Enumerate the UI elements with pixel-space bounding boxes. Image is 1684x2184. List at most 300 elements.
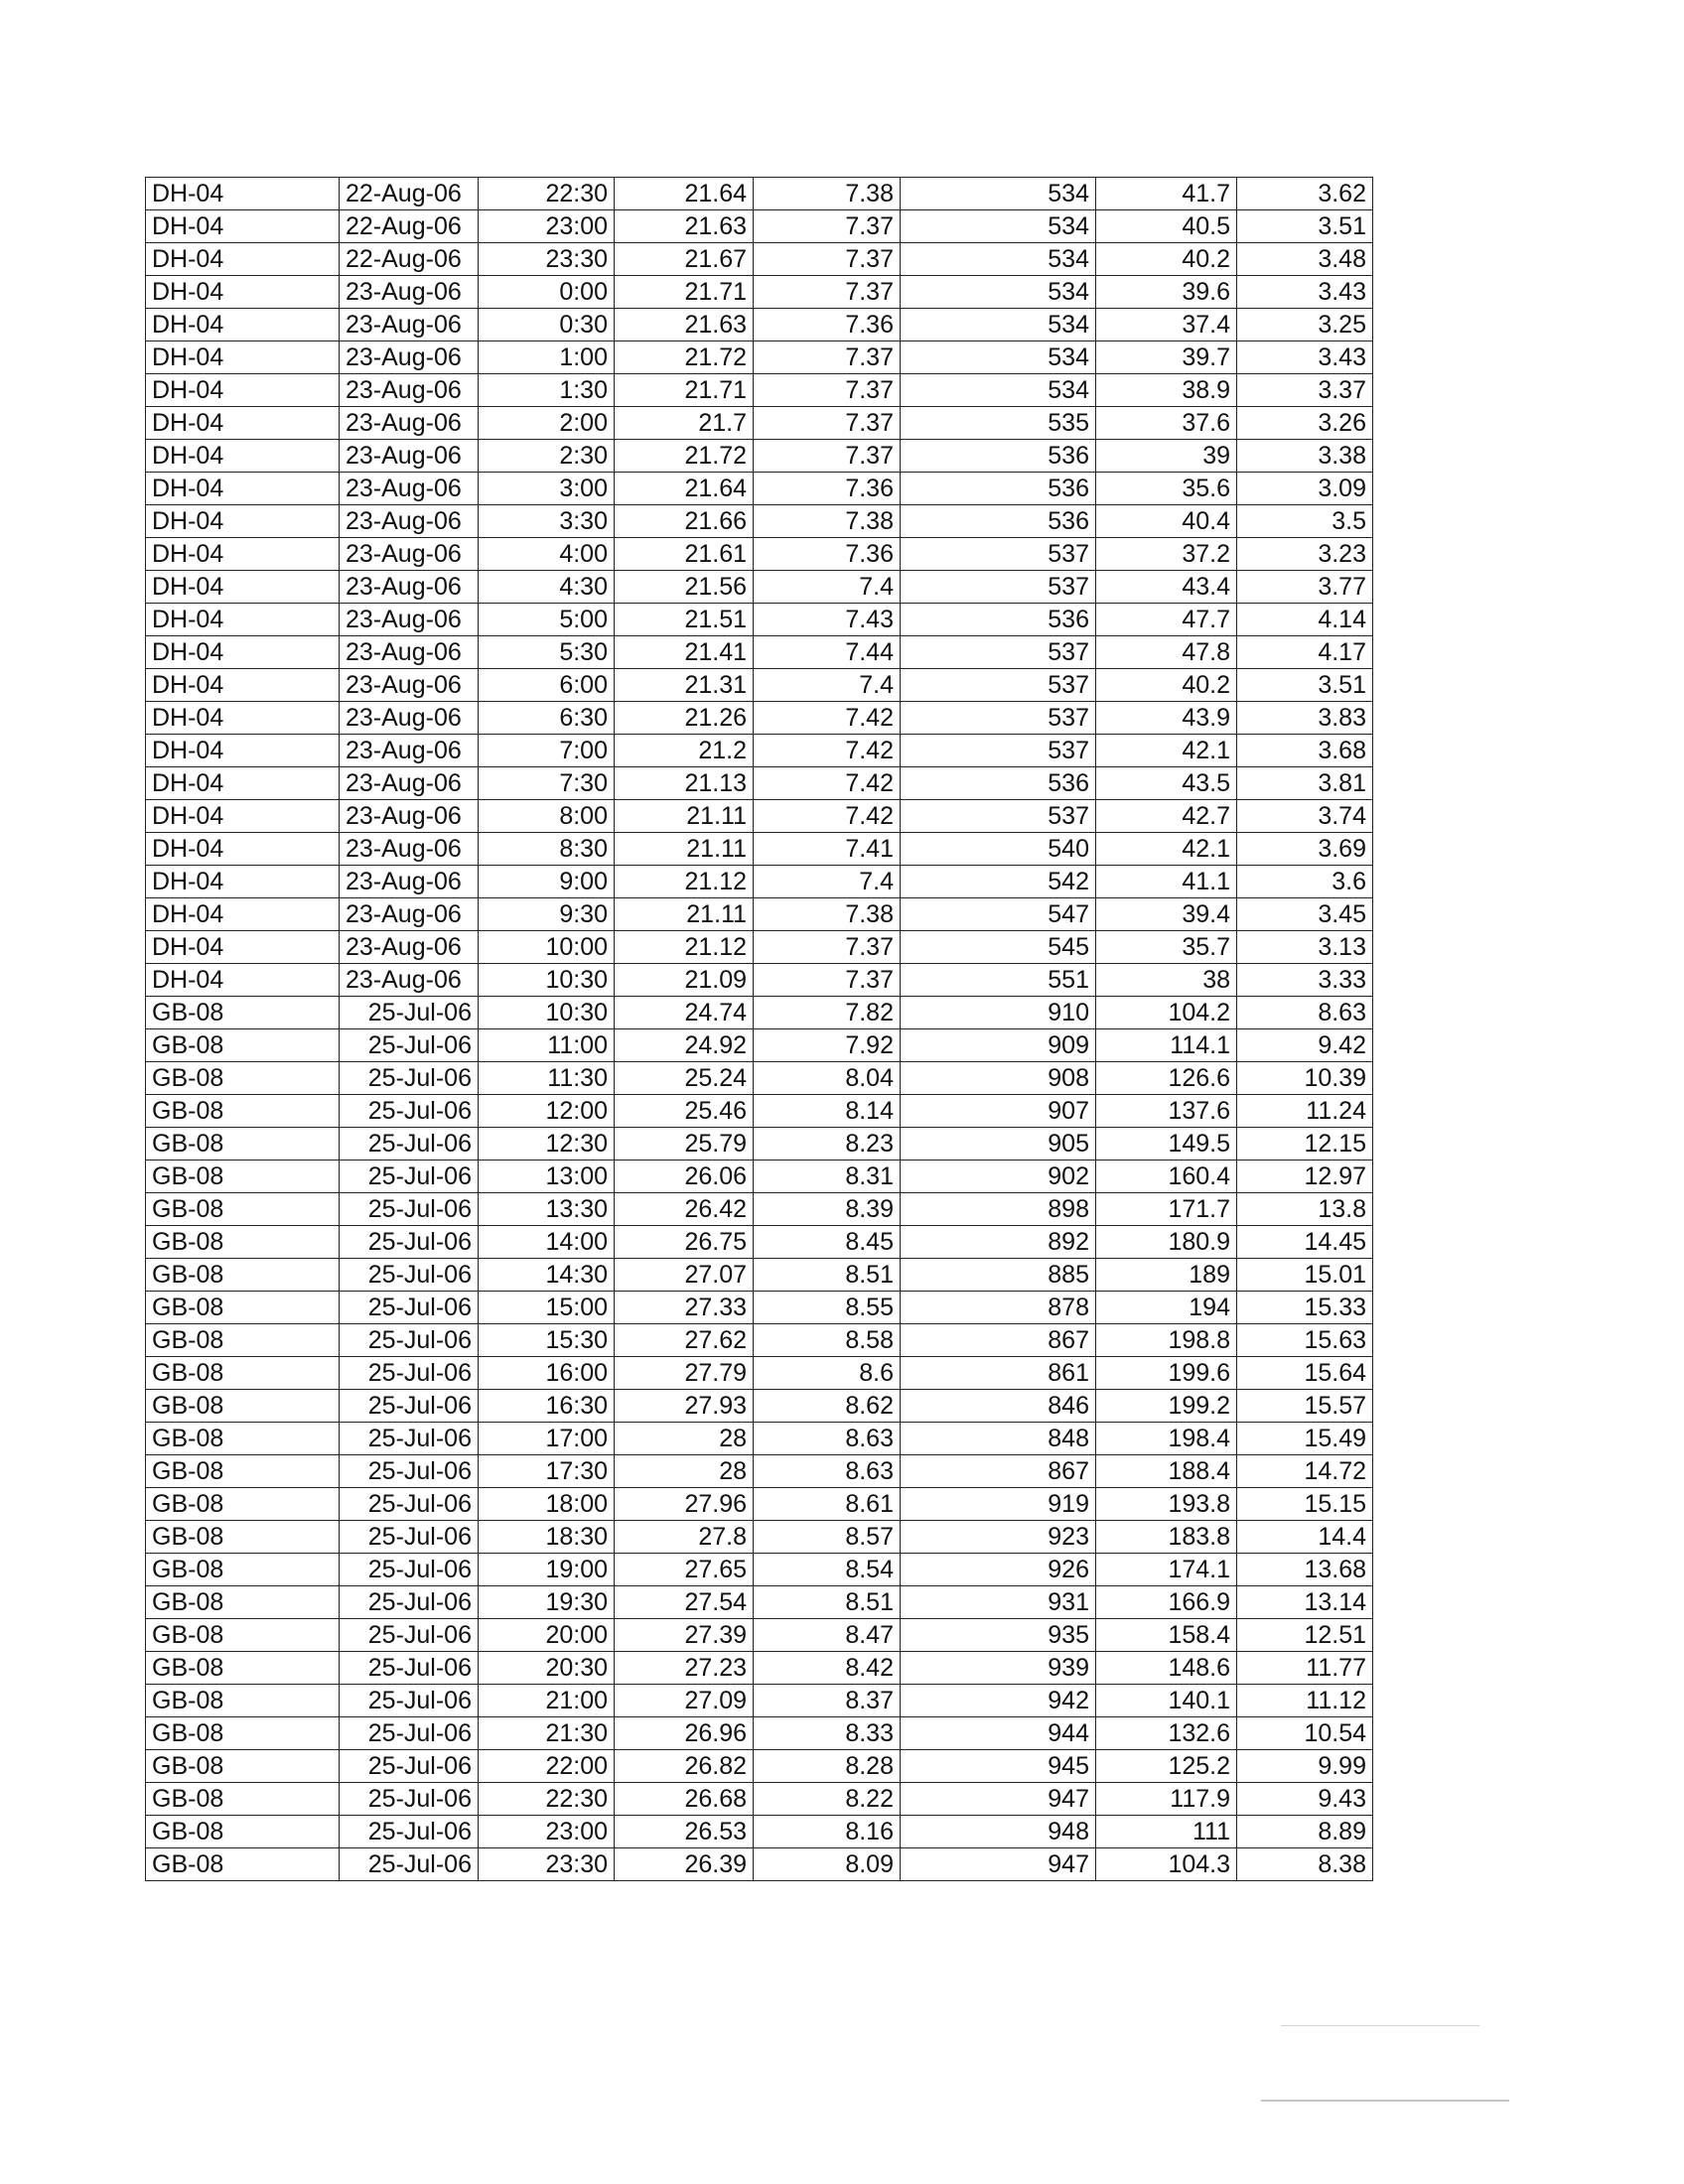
table-row (146, 1128, 1373, 1160)
time-cell: 12:00 (479, 1095, 615, 1128)
table-row (146, 636, 1373, 669)
do-percent-cell: 166.9 (1096, 1586, 1237, 1619)
time-cell: 20:30 (479, 1652, 615, 1685)
do-mgl-cell: 3.48 (1237, 243, 1373, 276)
date-cell: 25-Jul-06 (340, 1619, 479, 1652)
site-cell: GB-08 (146, 1619, 340, 1652)
temp-cell: 27.54 (615, 1586, 754, 1619)
temp-cell: 28 (615, 1423, 754, 1455)
do-percent-cell: 140.1 (1096, 1685, 1237, 1717)
ph-cell: 7.4 (754, 866, 901, 898)
time-cell: 4:30 (479, 571, 615, 604)
site-cell: DH-04 (146, 538, 340, 571)
temp-cell: 27.93 (615, 1390, 754, 1423)
table-row (146, 1685, 1373, 1717)
do-mgl-cell: 12.15 (1237, 1128, 1373, 1160)
ph-cell: 8.55 (754, 1292, 901, 1324)
temp-cell: 21.41 (615, 636, 754, 669)
table-row (146, 702, 1373, 735)
do-percent-cell: 160.4 (1096, 1160, 1237, 1193)
temp-cell: 26.53 (615, 1816, 754, 1848)
conductivity-cell: 926 (901, 1554, 1096, 1586)
do-percent-cell: 38 (1096, 964, 1237, 997)
date-cell: 25-Jul-06 (340, 1685, 479, 1717)
temp-cell: 25.46 (615, 1095, 754, 1128)
ph-cell: 7.42 (754, 767, 901, 800)
ph-cell: 8.39 (754, 1193, 901, 1226)
do-percent-cell: 193.8 (1096, 1488, 1237, 1521)
temp-cell: 28 (615, 1455, 754, 1488)
do-mgl-cell: 14.45 (1237, 1226, 1373, 1259)
table-row (146, 1160, 1373, 1193)
table-row (146, 1816, 1373, 1848)
conductivity-cell: 545 (901, 931, 1096, 964)
do-percent-cell: 137.6 (1096, 1095, 1237, 1128)
temp-cell: 21.11 (615, 800, 754, 833)
time-cell: 13:30 (479, 1193, 615, 1226)
do-mgl-cell: 12.97 (1237, 1160, 1373, 1193)
do-mgl-cell: 3.43 (1237, 341, 1373, 374)
ph-cell: 7.38 (754, 505, 901, 538)
do-percent-cell: 117.9 (1096, 1783, 1237, 1816)
do-mgl-cell: 3.5 (1237, 505, 1373, 538)
time-cell: 15:30 (479, 1324, 615, 1357)
date-cell: 25-Jul-06 (340, 1455, 479, 1488)
ph-cell: 8.54 (754, 1554, 901, 1586)
do-mgl-cell: 14.4 (1237, 1521, 1373, 1554)
time-cell: 5:00 (479, 604, 615, 636)
temp-cell: 27.8 (615, 1521, 754, 1554)
ph-cell: 8.51 (754, 1586, 901, 1619)
temp-cell: 27.23 (615, 1652, 754, 1685)
site-cell: DH-04 (146, 767, 340, 800)
table-row (146, 440, 1373, 473)
table-row (146, 1488, 1373, 1521)
date-cell: 23-Aug-06 (340, 505, 479, 538)
ph-cell: 7.37 (754, 341, 901, 374)
time-cell: 14:00 (479, 1226, 615, 1259)
table-row (146, 735, 1373, 767)
site-cell: DH-04 (146, 669, 340, 702)
conductivity-cell: 534 (901, 341, 1096, 374)
date-cell: 23-Aug-06 (340, 636, 479, 669)
do-percent-cell: 198.8 (1096, 1324, 1237, 1357)
conductivity-cell: 848 (901, 1423, 1096, 1455)
table-body (146, 178, 1373, 1881)
conductivity-cell: 536 (901, 473, 1096, 505)
site-cell: GB-08 (146, 1521, 340, 1554)
do-percent-cell: 189 (1096, 1259, 1237, 1292)
table-row (146, 964, 1373, 997)
time-cell: 16:00 (479, 1357, 615, 1390)
temp-cell: 26.06 (615, 1160, 754, 1193)
ph-cell: 8.57 (754, 1521, 901, 1554)
date-cell: 25-Jul-06 (340, 1554, 479, 1586)
date-cell: 23-Aug-06 (340, 473, 479, 505)
time-cell: 11:00 (479, 1029, 615, 1062)
do-mgl-cell: 3.69 (1237, 833, 1373, 866)
time-cell: 6:00 (479, 669, 615, 702)
temp-cell: 21.31 (615, 669, 754, 702)
table-row (146, 898, 1373, 931)
do-mgl-cell: 9.42 (1237, 1029, 1373, 1062)
date-cell: 23-Aug-06 (340, 407, 479, 440)
temp-cell: 27.33 (615, 1292, 754, 1324)
ph-cell: 7.37 (754, 407, 901, 440)
table-row (146, 833, 1373, 866)
site-cell: DH-04 (146, 440, 340, 473)
conductivity-cell: 536 (901, 440, 1096, 473)
ph-cell: 8.6 (754, 1357, 901, 1390)
temp-cell: 27.65 (615, 1554, 754, 1586)
ph-cell: 7.42 (754, 735, 901, 767)
conductivity-cell: 885 (901, 1259, 1096, 1292)
site-cell: GB-08 (146, 1226, 340, 1259)
site-cell: GB-08 (146, 1062, 340, 1095)
table-row (146, 571, 1373, 604)
site-cell: GB-08 (146, 1750, 340, 1783)
do-percent-cell: 158.4 (1096, 1619, 1237, 1652)
do-mgl-cell: 3.23 (1237, 538, 1373, 571)
time-cell: 18:30 (479, 1521, 615, 1554)
conductivity-cell: 947 (901, 1783, 1096, 1816)
ph-cell: 7.42 (754, 800, 901, 833)
do-mgl-cell: 15.64 (1237, 1357, 1373, 1390)
do-mgl-cell: 13.68 (1237, 1554, 1373, 1586)
temp-cell: 27.39 (615, 1619, 754, 1652)
temp-cell: 26.39 (615, 1848, 754, 1881)
do-mgl-cell: 3.77 (1237, 571, 1373, 604)
do-mgl-cell: 10.39 (1237, 1062, 1373, 1095)
do-percent-cell: 37.6 (1096, 407, 1237, 440)
do-percent-cell: 40.4 (1096, 505, 1237, 538)
do-percent-cell: 180.9 (1096, 1226, 1237, 1259)
site-cell: DH-04 (146, 505, 340, 538)
table-row (146, 604, 1373, 636)
do-percent-cell: 40.2 (1096, 243, 1237, 276)
time-cell: 11:30 (479, 1062, 615, 1095)
conductivity-cell: 905 (901, 1128, 1096, 1160)
table-row (146, 1783, 1373, 1816)
conductivity-cell: 931 (901, 1586, 1096, 1619)
conductivity-cell: 939 (901, 1652, 1096, 1685)
ph-cell: 8.37 (754, 1685, 901, 1717)
ph-cell: 8.63 (754, 1423, 901, 1455)
time-cell: 2:00 (479, 407, 615, 440)
date-cell: 23-Aug-06 (340, 735, 479, 767)
time-cell: 22:00 (479, 1750, 615, 1783)
date-cell: 23-Aug-06 (340, 833, 479, 866)
time-cell: 3:30 (479, 505, 615, 538)
conductivity-cell: 534 (901, 178, 1096, 210)
ph-cell: 7.37 (754, 964, 901, 997)
site-cell: DH-04 (146, 702, 340, 735)
table-row (146, 1619, 1373, 1652)
date-cell: 23-Aug-06 (340, 931, 479, 964)
site-cell: GB-08 (146, 1029, 340, 1062)
temp-cell: 26.42 (615, 1193, 754, 1226)
table-row (146, 1062, 1373, 1095)
site-cell: DH-04 (146, 735, 340, 767)
do-percent-cell: 40.2 (1096, 669, 1237, 702)
temp-cell: 21.11 (615, 833, 754, 866)
time-cell: 8:00 (479, 800, 615, 833)
do-mgl-cell: 14.72 (1237, 1455, 1373, 1488)
site-cell: DH-04 (146, 276, 340, 309)
conductivity-cell: 534 (901, 309, 1096, 341)
do-percent-cell: 114.1 (1096, 1029, 1237, 1062)
do-mgl-cell: 15.15 (1237, 1488, 1373, 1521)
site-cell: DH-04 (146, 243, 340, 276)
table-row (146, 931, 1373, 964)
table-row (146, 1357, 1373, 1390)
date-cell: 22-Aug-06 (340, 178, 479, 210)
do-percent-cell: 47.7 (1096, 604, 1237, 636)
site-cell: GB-08 (146, 1357, 340, 1390)
do-percent-cell: 194 (1096, 1292, 1237, 1324)
site-cell: GB-08 (146, 1783, 340, 1816)
do-mgl-cell: 3.6 (1237, 866, 1373, 898)
date-cell: 25-Jul-06 (340, 1717, 479, 1750)
table-row (146, 1750, 1373, 1783)
date-cell: 25-Jul-06 (340, 1848, 479, 1881)
temp-cell: 21.2 (615, 735, 754, 767)
temp-cell: 21.67 (615, 243, 754, 276)
do-percent-cell: 39.6 (1096, 276, 1237, 309)
conductivity-cell: 867 (901, 1324, 1096, 1357)
ph-cell: 7.37 (754, 374, 901, 407)
conductivity-cell: 898 (901, 1193, 1096, 1226)
site-cell: GB-08 (146, 1095, 340, 1128)
ph-cell: 7.37 (754, 440, 901, 473)
do-mgl-cell: 3.13 (1237, 931, 1373, 964)
time-cell: 4:00 (479, 538, 615, 571)
time-cell: 16:30 (479, 1390, 615, 1423)
do-percent-cell: 39.4 (1096, 898, 1237, 931)
do-mgl-cell: 3.26 (1237, 407, 1373, 440)
ph-cell: 7.37 (754, 276, 901, 309)
conductivity-cell: 537 (901, 800, 1096, 833)
site-cell: DH-04 (146, 964, 340, 997)
do-mgl-cell: 8.89 (1237, 1816, 1373, 1848)
do-mgl-cell: 3.25 (1237, 309, 1373, 341)
do-mgl-cell: 11.77 (1237, 1652, 1373, 1685)
date-cell: 23-Aug-06 (340, 374, 479, 407)
date-cell: 23-Aug-06 (340, 898, 479, 931)
ph-cell: 8.28 (754, 1750, 901, 1783)
time-cell: 9:30 (479, 898, 615, 931)
site-cell: GB-08 (146, 1816, 340, 1848)
do-mgl-cell: 4.14 (1237, 604, 1373, 636)
conductivity-cell: 867 (901, 1455, 1096, 1488)
ph-cell: 8.45 (754, 1226, 901, 1259)
site-cell: GB-08 (146, 1259, 340, 1292)
do-mgl-cell: 15.01 (1237, 1259, 1373, 1292)
conductivity-cell: 534 (901, 243, 1096, 276)
conductivity-cell: 535 (901, 407, 1096, 440)
date-cell: 23-Aug-06 (340, 309, 479, 341)
ph-cell: 8.31 (754, 1160, 901, 1193)
temp-cell: 21.56 (615, 571, 754, 604)
do-percent-cell: 125.2 (1096, 1750, 1237, 1783)
do-mgl-cell: 13.14 (1237, 1586, 1373, 1619)
conductivity-cell: 536 (901, 604, 1096, 636)
do-mgl-cell: 3.37 (1237, 374, 1373, 407)
date-cell: 25-Jul-06 (340, 1324, 479, 1357)
time-cell: 18:00 (479, 1488, 615, 1521)
table-row (146, 178, 1373, 210)
time-cell: 13:00 (479, 1160, 615, 1193)
do-mgl-cell: 15.63 (1237, 1324, 1373, 1357)
time-cell: 19:30 (479, 1586, 615, 1619)
do-percent-cell: 39.7 (1096, 341, 1237, 374)
do-mgl-cell: 15.57 (1237, 1390, 1373, 1423)
date-cell: 25-Jul-06 (340, 1226, 479, 1259)
ph-cell: 8.42 (754, 1652, 901, 1685)
conductivity-cell: 919 (901, 1488, 1096, 1521)
date-cell: 23-Aug-06 (340, 538, 479, 571)
conductivity-cell: 948 (901, 1816, 1096, 1848)
table-row (146, 997, 1373, 1029)
conductivity-cell: 537 (901, 571, 1096, 604)
temp-cell: 26.96 (615, 1717, 754, 1750)
conductivity-cell: 908 (901, 1062, 1096, 1095)
time-cell: 23:00 (479, 210, 615, 243)
table-row (146, 1324, 1373, 1357)
site-cell: GB-08 (146, 1488, 340, 1521)
temp-cell: 24.74 (615, 997, 754, 1029)
do-percent-cell: 104.2 (1096, 997, 1237, 1029)
do-percent-cell: 42.1 (1096, 735, 1237, 767)
conductivity-cell: 892 (901, 1226, 1096, 1259)
conductivity-cell: 537 (901, 735, 1096, 767)
temp-cell: 21.12 (615, 866, 754, 898)
do-mgl-cell: 4.17 (1237, 636, 1373, 669)
do-mgl-cell: 3.09 (1237, 473, 1373, 505)
site-cell: GB-08 (146, 1324, 340, 1357)
table-row (146, 210, 1373, 243)
do-mgl-cell: 3.68 (1237, 735, 1373, 767)
site-cell: GB-08 (146, 1848, 340, 1881)
site-cell: DH-04 (146, 931, 340, 964)
conductivity-cell: 537 (901, 702, 1096, 735)
conductivity-cell: 942 (901, 1685, 1096, 1717)
do-mgl-cell: 15.49 (1237, 1423, 1373, 1455)
temp-cell: 21.64 (615, 178, 754, 210)
ph-cell: 8.04 (754, 1062, 901, 1095)
do-percent-cell: 188.4 (1096, 1455, 1237, 1488)
site-cell: GB-08 (146, 1652, 340, 1685)
date-cell: 25-Jul-06 (340, 1652, 479, 1685)
site-cell: GB-08 (146, 1455, 340, 1488)
temp-cell: 21.71 (615, 374, 754, 407)
time-cell: 8:30 (479, 833, 615, 866)
date-cell: 23-Aug-06 (340, 800, 479, 833)
date-cell: 25-Jul-06 (340, 1128, 479, 1160)
conductivity-cell: 944 (901, 1717, 1096, 1750)
do-mgl-cell: 3.51 (1237, 669, 1373, 702)
do-mgl-cell: 15.33 (1237, 1292, 1373, 1324)
ph-cell: 7.43 (754, 604, 901, 636)
site-cell: DH-04 (146, 341, 340, 374)
time-cell: 10:30 (479, 997, 615, 1029)
time-cell: 23:00 (479, 1816, 615, 1848)
site-cell: DH-04 (146, 309, 340, 341)
time-cell: 1:30 (479, 374, 615, 407)
do-mgl-cell: 3.62 (1237, 178, 1373, 210)
site-cell: GB-08 (146, 1586, 340, 1619)
do-percent-cell: 43.4 (1096, 571, 1237, 604)
do-percent-cell: 40.5 (1096, 210, 1237, 243)
time-cell: 14:30 (479, 1259, 615, 1292)
temp-cell: 21.26 (615, 702, 754, 735)
ph-cell: 8.22 (754, 1783, 901, 1816)
conductivity-cell: 861 (901, 1357, 1096, 1390)
ph-cell: 8.47 (754, 1619, 901, 1652)
conductivity-cell: 846 (901, 1390, 1096, 1423)
time-cell: 20:00 (479, 1619, 615, 1652)
ph-cell: 8.09 (754, 1848, 901, 1881)
conductivity-cell: 923 (901, 1521, 1096, 1554)
ph-cell: 7.36 (754, 473, 901, 505)
date-cell: 22-Aug-06 (340, 210, 479, 243)
date-cell: 25-Jul-06 (340, 1259, 479, 1292)
do-percent-cell: 42.1 (1096, 833, 1237, 866)
ph-cell: 7.38 (754, 898, 901, 931)
site-cell: DH-04 (146, 178, 340, 210)
time-cell: 17:00 (479, 1423, 615, 1455)
ph-cell: 8.23 (754, 1128, 901, 1160)
date-cell: 23-Aug-06 (340, 440, 479, 473)
table-row (146, 374, 1373, 407)
conductivity-cell: 540 (901, 833, 1096, 866)
table-row (146, 866, 1373, 898)
site-cell: DH-04 (146, 800, 340, 833)
time-cell: 10:30 (479, 964, 615, 997)
temp-cell: 21.72 (615, 440, 754, 473)
date-cell: 25-Jul-06 (340, 1160, 479, 1193)
do-percent-cell: 126.6 (1096, 1062, 1237, 1095)
do-mgl-cell: 11.24 (1237, 1095, 1373, 1128)
do-percent-cell: 35.6 (1096, 473, 1237, 505)
time-cell: 21:30 (479, 1717, 615, 1750)
ph-cell: 7.38 (754, 178, 901, 210)
site-cell: GB-08 (146, 1390, 340, 1423)
do-mgl-cell: 13.8 (1237, 1193, 1373, 1226)
conductivity-cell: 537 (901, 538, 1096, 571)
table-row (146, 1095, 1373, 1128)
table-row (146, 1455, 1373, 1488)
date-cell: 25-Jul-06 (340, 1586, 479, 1619)
date-cell: 23-Aug-06 (340, 604, 479, 636)
date-cell: 22-Aug-06 (340, 243, 479, 276)
date-cell: 23-Aug-06 (340, 341, 479, 374)
ph-cell: 7.42 (754, 702, 901, 735)
time-cell: 17:30 (479, 1455, 615, 1488)
time-cell: 22:30 (479, 1783, 615, 1816)
table-row (146, 341, 1373, 374)
table-row (146, 473, 1373, 505)
conductivity-cell: 947 (901, 1848, 1096, 1881)
table-row (146, 767, 1373, 800)
date-cell: 23-Aug-06 (340, 276, 479, 309)
site-cell: DH-04 (146, 374, 340, 407)
do-percent-cell: 41.1 (1096, 866, 1237, 898)
date-cell: 25-Jul-06 (340, 1357, 479, 1390)
do-percent-cell: 47.8 (1096, 636, 1237, 669)
ph-cell: 8.14 (754, 1095, 901, 1128)
do-mgl-cell: 11.12 (1237, 1685, 1373, 1717)
